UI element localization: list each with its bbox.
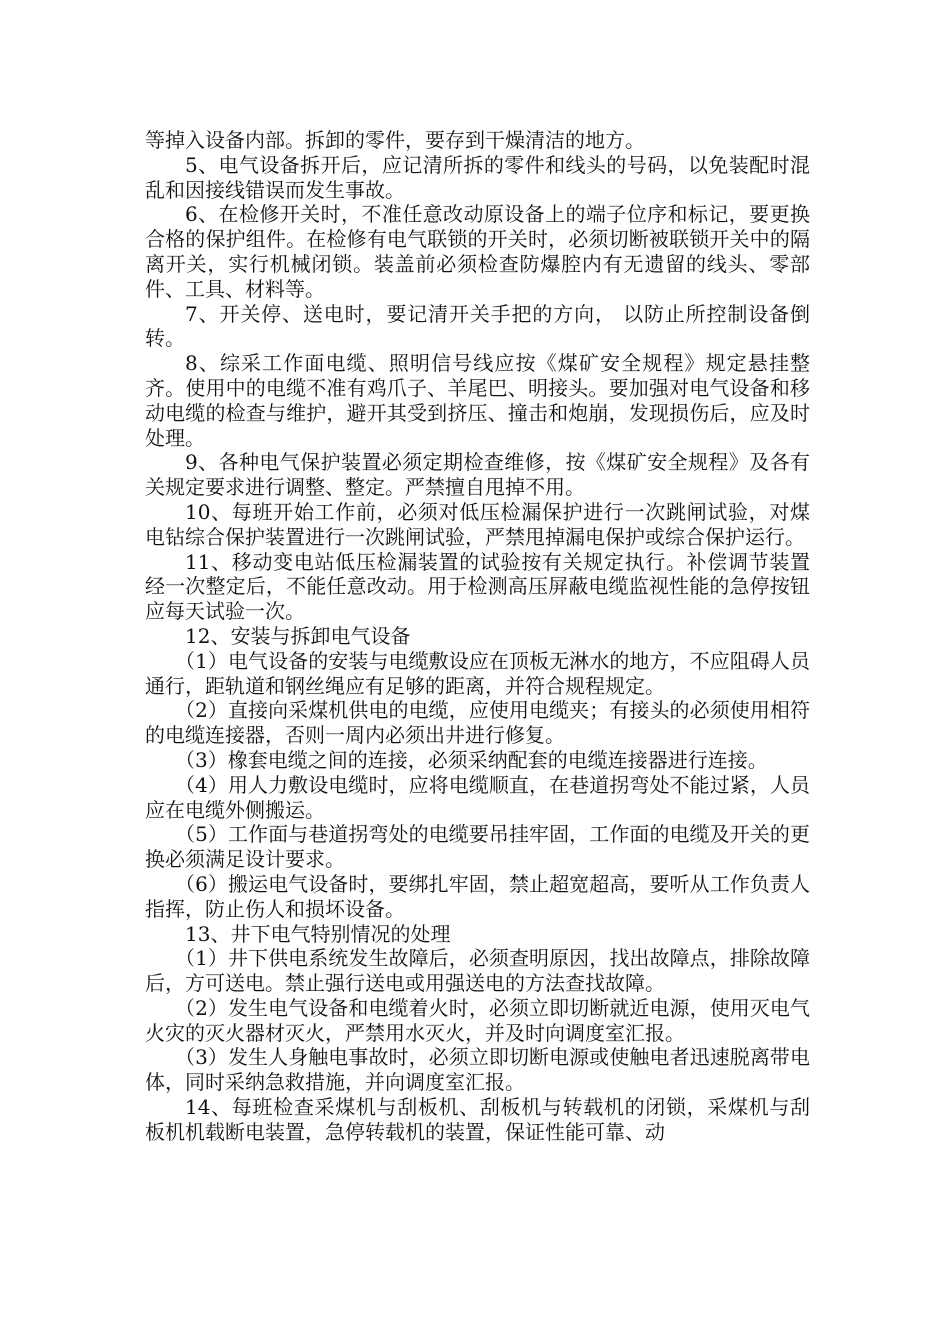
- paragraph-12-4: （4）用人力敷设电缆时，应将电缆顺直，在巷道拐弯处不能过紧，人员应在电缆外侧搬运。: [145, 772, 810, 822]
- paragraph-12-6: （6）搬运电气设备时，要绑扎牢固，禁止超宽超高，要听从工作负责人指挥，防止伤人和损坏设备。: [145, 871, 810, 921]
- paragraph-item-8: 8、综采工作面电缆、照明信号线应按《煤矿安全规程》规定悬挂整齐。使用中的电缆不准有鸡爪子、羊尾巴、明接头。要加强对电气设备和移动电缆的检查与维护，避开其受到挤压、撞击和炮崩，发现损伤后，应及时处理。: [145, 351, 810, 450]
- paragraph-item-11: 11、移动变电站低压检漏装置的试验按有关规定执行。补偿调节装置经一次整定后，不能任意改动。用于检测高压屏蔽电缆监视性能的急停按钮应每天试验一次。: [145, 549, 810, 624]
- paragraph-13-1: （1）井下供电系统发生故障后，必须查明原因，找出故障点，排除故障后，方可送电。禁止强行送电或用强送电的方法查找故障。: [145, 946, 810, 996]
- document-body: [145, 128, 810, 1145]
- paragraph-item-9: 9、各种电气保护装置必须定期检查维修，按《煤矿安全规程》及各有关规定要求进行调整、整定。严禁擅自甩掉不用。: [145, 450, 810, 500]
- section-heading-13: 13、井下电气特别情况的处理: [185, 921, 451, 946]
- paragraph-item-10: 10、每班开始工作前，必须对低压检漏保护进行一次跳闸试验，对煤电钻综合保护装置进行一次跳闸试验，严禁甩掉漏电保护或综合保护运行。: [145, 499, 810, 549]
- paragraph-continuation: 等掉入设备内部。拆卸的零件，要存到干燥清洁的地方。: [145, 128, 645, 152]
- paragraph-item-5: 5、电气设备拆开后，应记清所拆的零件和线头的号码，以免装配时混乱和因接线错误而发生事故。: [145, 152, 810, 202]
- paragraph-item-14: 14、每班检查采煤机与刮板机、刮板机与转载机的闭锁，采煤机与刮板机机载断电装置，急停转载机的装置，保证性能可靠、动: [145, 1095, 810, 1144]
- paragraph-13-2: （2）发生电气设备和电缆着火时，必须立即切断就近电源，使用灭电气火灾的灭火器材灭火，严禁用水灭火，并及时向调度室汇报。: [145, 995, 810, 1045]
- section-heading-12: 12、安装与拆卸电气设备: [185, 623, 411, 648]
- paragraph-12-2: （2）直接向采煤机供电的电缆，应使用电缆夹；有接头的必须使用相符的电缆连接器，否则一周内必须出井进行修复。: [145, 698, 810, 748]
- paragraph-item-6: 6、在检修开关时，不准任意改动原设备上的端子位序和标记，要更换合格的保护组件。在检修有电气联锁的开关时，必须切断被联锁开关中的隔离开关，实行机械闭锁。装盖前必须检查防爆腔内有无遗留的线头、零部件、工具、材料等。: [145, 202, 810, 301]
- paragraph-12-1: （1）电气设备的安装与电缆敷设应在顶板无淋水的地方，不应阻碍人员通行，距轨道和钢丝绳应有足够的距离，并符合规程规定。: [145, 648, 810, 698]
- paragraph-12-5: （5）工作面与巷道拐弯处的电缆要吊挂牢固，工作面的电缆及开关的更换必须满足设计要求。: [145, 822, 810, 872]
- paragraph-13-3: （3）发生人身触电事故时，必须立即切断电源或使触电者迅速脱离带电体，同时采纳急救措施，并向调度室汇报。: [145, 1045, 810, 1095]
- paragraph-12-3: （3）橡套电缆之间的连接，必须采纳配套的电缆连接器进行连接。: [175, 747, 768, 772]
- paragraph-item-7: 7、开关停、送电时，要记清开关手把的方向， 以防止所控制设备倒转。: [145, 301, 810, 351]
